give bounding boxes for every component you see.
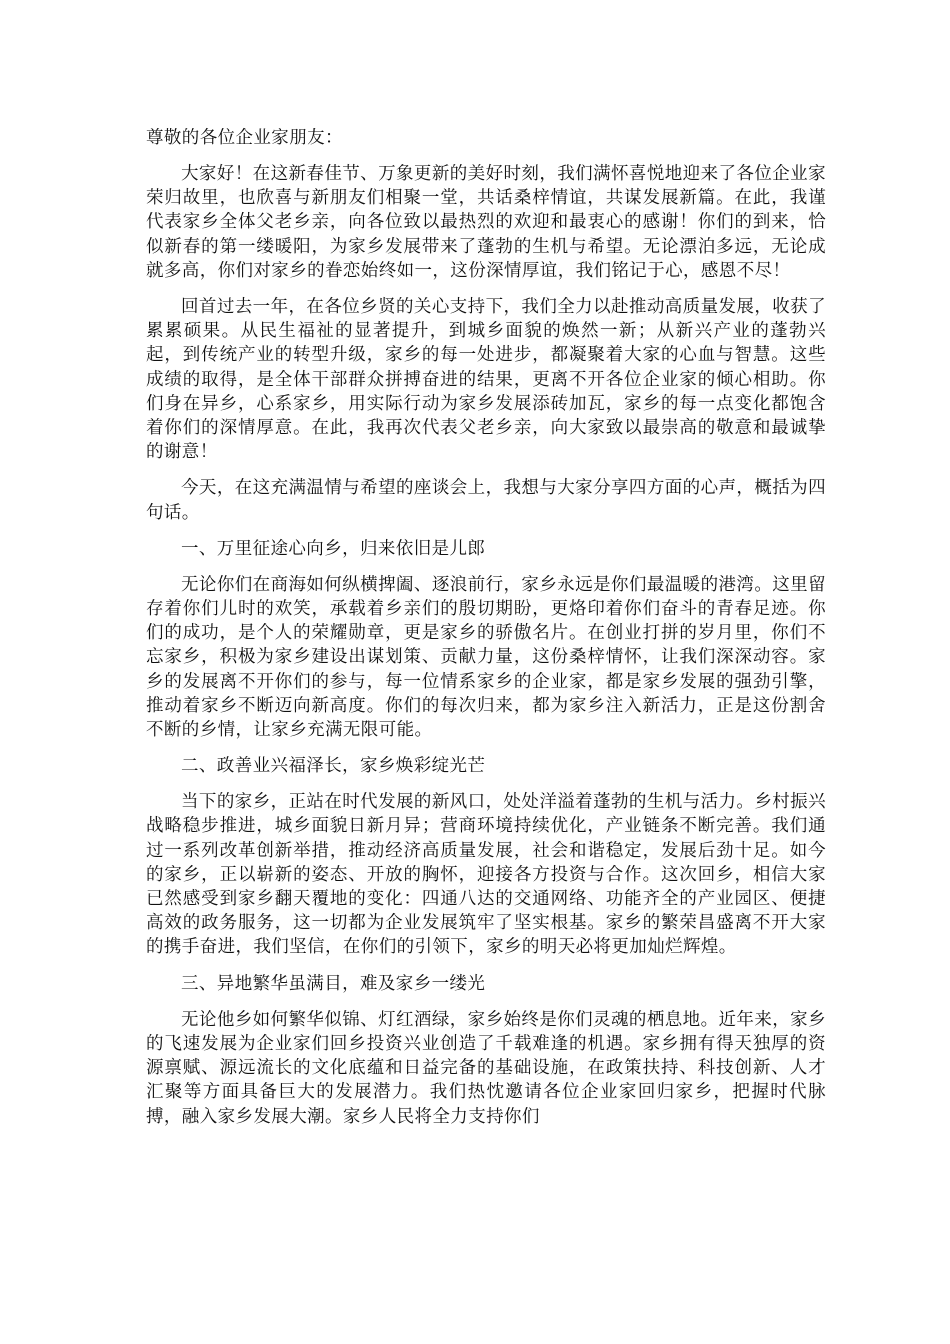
- paragraph-intro: 今天，在这充满温情与希望的座谈会上，我想与大家分享四方面的心声，概括为四句话。: [146, 478, 826, 523]
- paragraph-greeting: 大家好！在这新春佳节、万象更新的美好时刻，我们满怀喜悦地迎来了各位企业家荣归故里，也欣喜与新朋友们相聚一堂，共话桑梓情谊，共谋发展新篇。在此，我谨代表家乡全体父老乡亲，向各位致以最热烈的欢迎和最衷心的感谢！你们的到来，恰似新春的第一缕暖阳，为家乡发展带来了蓬勃的生机与希望。无论漂泊多远，无论成就多高，你们对家乡的眷恋始终如一，这份深情厚谊，我们铭记于心，感恩不尽！: [146, 164, 826, 281]
- paragraph-section-3: 无论他乡如何繁华似锦、灯红酒绿，家乡始终是你们灵魂的栖息地。近年来，家乡的飞速发展为企业家们回乡投资兴业创造了千载难逢的机遇。家乡拥有得天独厚的资源禀赋、源远流长的文化底蕴和日益完备的基础设施，在政策扶持、科技创新、人才汇聚等方面具备巨大的发展潜力。我们热忱邀请各位企业家回归家乡，把握时代脉搏，融入家乡发展大潮。家乡人民将全力支持你们: [146, 1009, 826, 1127]
- section-heading-3: 三、异地繁华虽满目，难及家乡一缕光: [181, 973, 486, 994]
- paragraph-review: 回首过去一年，在各位乡贤的关心支持下，我们全力以赴推动高质量发展，收获了累累硕果。从民生福祉的显著提升，到城乡面貌的焕然一新；从新兴产业的蓬勃兴起，到传统产业的转型升级，家乡的每一处进步，都凝聚着大家的心血与智慧。这些成绩的取得，是全体干部群众拼搏奋进的结果，更离不开各位企业家的倾心相助。你们身在异乡，心系家乡，用实际行动为家乡发展添砖加瓦，家乡的每一点变化都饱含着你们的深情厚意。在此，我再次代表父老乡亲，向大家致以最崇高的敬意和最诚挚的谢意！: [146, 297, 826, 463]
- salutation: 尊敬的各位企业家朋友：: [146, 128, 343, 148]
- section-heading-1: 一、万里征途心向乡，归来依旧是儿郎: [181, 538, 486, 559]
- section-heading-2: 二、政善业兴福泽长，家乡焕彩绽光芒: [181, 756, 486, 777]
- paragraph-section-1: 无论你们在商海如何纵横捭阖、逐浪前行，家乡永远是你们最温暖的港湾。这里留存着你们儿时的欢笑，承载着乡亲们的殷切期盼，更烙印着你们奋斗的青春足迹。你们的成功，是个人的荣耀勋章，更是家乡的骄傲名片。在创业打拼的岁月里，你们不忘家乡，积极为家乡建设出谋划策、贡献力量，这份桑梓情怀，让我们深深动容。家乡的发展离不开你们的参与，每一位情系家乡的企业家，都是家乡发展的强劲引擎，推动着家乡不断迈向新高度。你们的每次归来，都为家乡注入新活力，正是这份割舍不断的乡情，让家乡充满无限可能。: [146, 574, 826, 741]
- paragraph-section-2: 当下的家乡，正站在时代发展的新风口，处处洋溢着蓬勃的生机与活力。乡村振兴战略稳步推进，城乡面貌日新月异；营商环境持续优化，产业链条不断完善。我们通过一系列改革创新举措，推动经济高质量发展，社会和谐稳定，发展后劲十足。如今的家乡，正以崭新的姿态、开放的胸怀，迎接各方投资与合作。这次回乡，相信大家已然感受到家乡翻天覆地的变化：四通八达的交通网络、功能齐全的产业园区、便捷高效的政务服务，这一切都为企业发展筑牢了坚实根基。家乡的繁荣昌盛离不开大家的携手奋进，我们坚信，在你们的引领下，家乡的明天必将更加灿烂辉煌。: [146, 792, 826, 958]
- document-page: [146, 126, 826, 1141]
